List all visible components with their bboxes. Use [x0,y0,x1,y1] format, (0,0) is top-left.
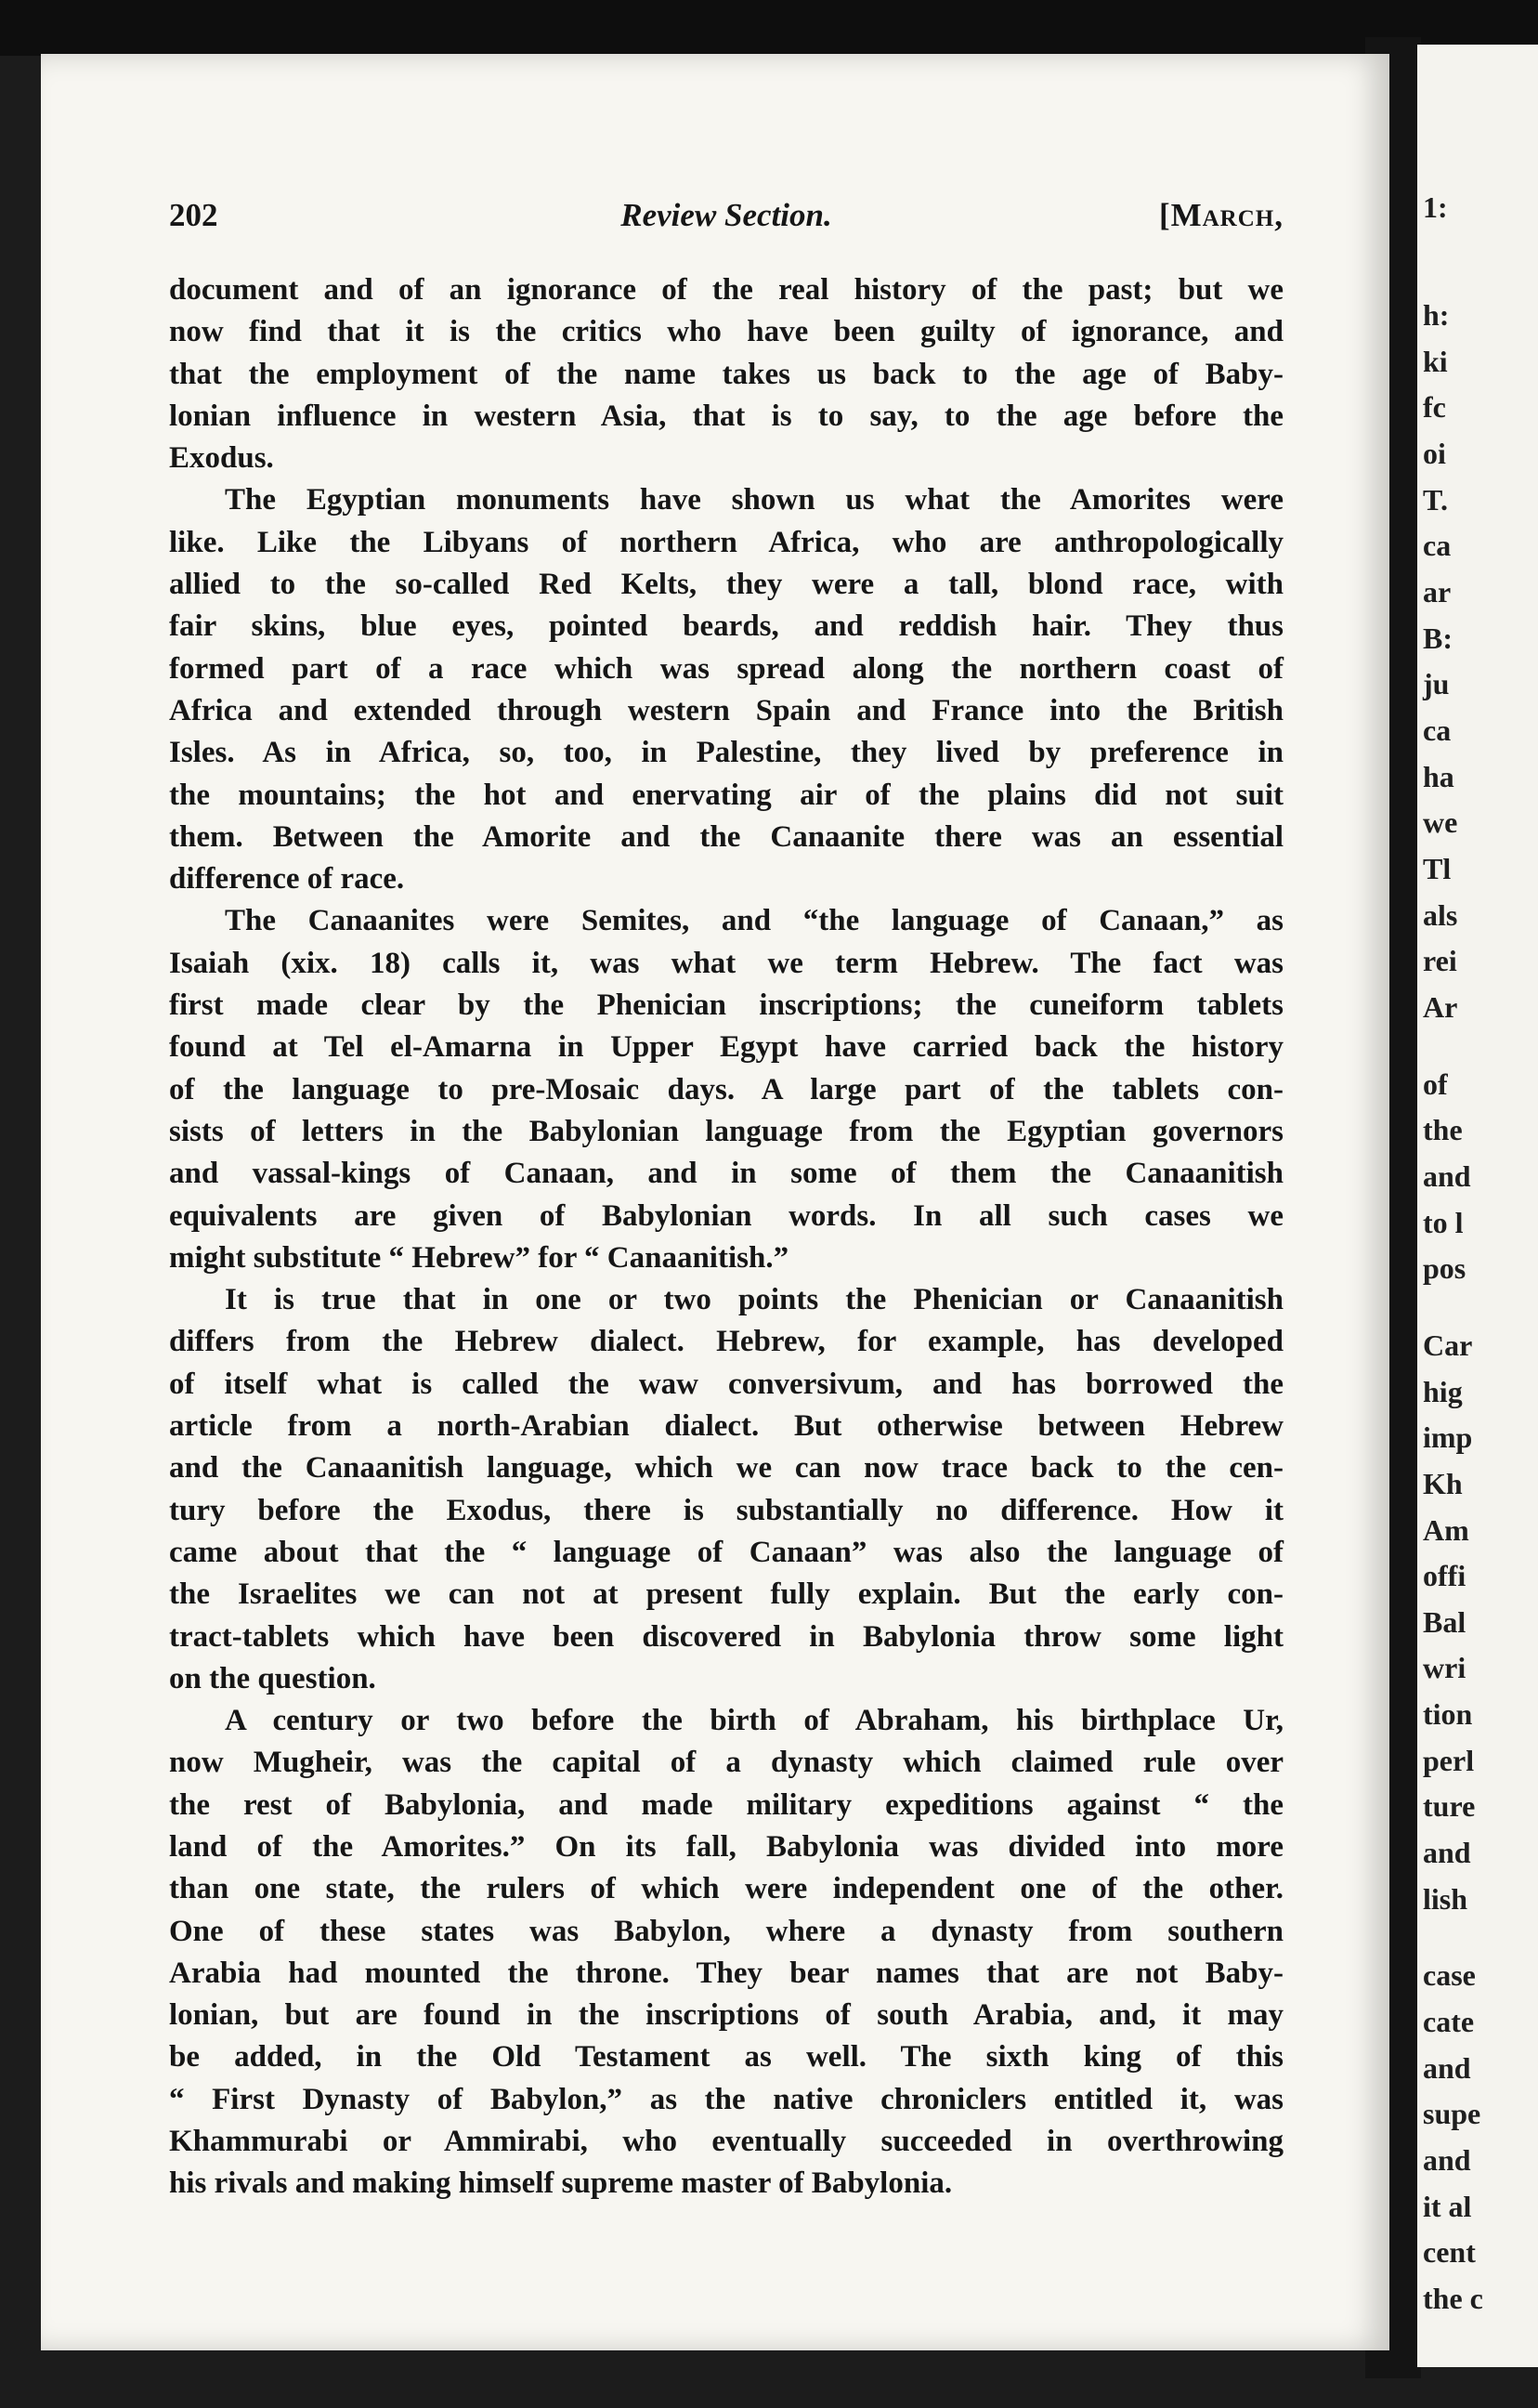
text-line: article from a north-Arabian dialect. But otherwise between Hebrew [169,1409,1284,1444]
facing-page-fragment: to l [1423,1205,1464,1239]
text-line: that the employment of the name takes us back to the age of Baby- [169,357,1284,391]
text-line: found at Tel el-Amarna in Upper Egypt have carried back the history [169,1030,1284,1065]
facing-page-fragment: the c [1423,2282,1483,2316]
facing-page-fragment: Am [1423,1512,1469,1547]
facing-page-fragment: hig [1423,1374,1463,1408]
text-line: allied to the so-called Red Kelts, they were a tall, blond race, with [169,568,1284,602]
facing-page-fragment: ki [1423,344,1448,378]
text-line: now find that it is the critics who have been guilty of ignorance, and [169,315,1284,349]
text-line: Khammurabi or Ammirabi, who eventually succeeded in overthrowing [169,2125,1284,2159]
facing-page-fragment: Ar [1423,989,1458,1024]
text-line: now Mugheir, was the capital of a dynasty which claimed rule over [169,1746,1284,1780]
text-line: land of the Amorites.” On its fall, Babylonia was divided into more [169,1829,1284,1864]
facing-page-fragment: perl [1423,1743,1475,1777]
facing-page-fragment: pos [1423,1251,1466,1286]
facing-page-fragment: and [1423,2143,1471,2178]
text-line: the Israelites we can not at present fully explain. But the early con- [169,1577,1284,1612]
scan-border [0,0,1538,56]
running-head-month: [March, [1158,197,1284,233]
text-line: “ First Dynasty of Babylon,” as the native chroniclers entitled it, was [169,2082,1284,2116]
text-line: Isles. As in Africa, so, too, in Palestine, they lived by preference in [169,736,1284,770]
text-line: lonian, but are found in the inscriptions of south Arabia, and, it may [169,1998,1284,2033]
facing-page-fragment: imp [1423,1420,1473,1455]
facing-page-fragment: we [1423,805,1458,840]
text-line: differs from the Hebrew dialect. Hebrew, for example, has developed [169,1325,1284,1359]
text-line: formed part of a race which was spread along the northern coast of [169,651,1284,686]
facing-page-fragment: fc [1423,390,1446,425]
facing-page-fragment: the [1423,1113,1463,1147]
facing-page-fragment: Kh [1423,1466,1463,1500]
text-line: like. Like the Libyans of northern Africa, who are anthropologically [169,525,1284,559]
facing-page-fragment: ture [1423,1789,1476,1824]
facing-page-fragment: and [1423,1836,1471,1870]
facing-page-fragment: ca [1423,529,1452,563]
text-line: came about that the “ language of Canaan” was also the language of [169,1535,1284,1569]
facing-page-fragment: ju [1423,667,1450,701]
page-number: 202 [169,197,218,233]
text-line: them. Between the Amorite and the Canaanite there was an essential [169,819,1284,854]
facing-page [1417,45,1538,2367]
text-line: and the Canaanitish language, which we can now trace back to the cen- [169,1451,1284,1485]
text-line: equivalents are given of Babylonian words. In all such cases we [169,1198,1284,1233]
text-line: tract-tablets which have been discovered in Babylonia throw some light [169,1619,1284,1654]
facing-page-fragment: lish [1423,1881,1468,1916]
text-line: of itself what is called the waw conversivum, and has borrowed the [169,1367,1284,1401]
facing-page-fragment: and [1423,2050,1471,2085]
text-line: lonian influence in western Asia, that is to say, to the age before the [169,399,1284,433]
text-line: The Egyptian monuments have shown us what the Amorites were [225,483,1284,517]
text-line: Arabia had mounted the throne. They bear names that are not Baby- [169,1956,1284,1990]
text-line: Exodus. [169,441,274,476]
text-line: than one state, the rulers of which were independent one of the other. [169,1872,1284,1906]
facing-page-fragment: Car [1423,1328,1473,1362]
facing-page-fragment: supe [1423,2097,1481,2131]
text-line: A century or two before the birth of Abraham, his birthplace Ur, [225,1704,1284,1738]
text-line: difference of race. [169,862,405,896]
text-line: be added, in the Old Testament as well. The sixth king of this [169,2040,1284,2074]
facing-page-fragment: 1: [1423,190,1448,225]
text-line: fair skins, blue eyes, pointed beards, and reddish hair. They thus [169,609,1284,644]
text-line: of the language to pre-Mosaic days. A large part of the tablets con- [169,1072,1284,1106]
facing-page-fragment: ca [1423,713,1452,747]
text-line: document and of an ignorance of the real history of the past; but we [169,273,1284,307]
facing-page-fragment: ha [1423,759,1454,793]
facing-page-fragment: Tl [1423,851,1452,885]
text-line: might substitute “ Hebrew” for “ Canaanitish.” [169,1240,789,1275]
facing-page-fragment: rei [1423,944,1457,978]
facing-page-fragment: T. [1423,482,1448,517]
facing-page-fragment: tion [1423,1697,1473,1732]
facing-page-fragment: ar [1423,574,1452,609]
text-line: tury before the Exodus, there is substantially no difference. How it [169,1493,1284,1527]
facing-page-fragment: wri [1423,1651,1466,1685]
facing-page-fragment: it al [1423,2189,1472,2223]
facing-page-fragment: offi [1423,1559,1466,1593]
section-title: Review Section. [620,197,832,233]
text-line: The Canaanites were Semites, and “the language of Canaan,” as [225,904,1284,938]
body-text [169,269,1284,2205]
facing-page-fragment: cate [1423,2005,1475,2039]
running-head [169,197,1284,243]
text-line: Isaiah (xix. 18) calls it, was what we term Hebrew. The fact was [169,946,1284,980]
facing-page-fragment: als [1423,897,1458,932]
text-line: One of these states was Babylon, where a dynasty from southern [169,1914,1284,1948]
facing-page-fragment: and [1423,1158,1471,1193]
text-line: sists of letters in the Babylonian language from the Egyptian governors [169,1114,1284,1148]
text-line: It is true that in one or two points the Phenician or Canaanitish [225,1283,1284,1317]
facing-page-fragment: h: [1423,298,1450,333]
text-line: and vassal-kings of Canaan, and in some of them the Canaanitish [169,1157,1284,1191]
facing-page-fragment: cent [1423,2235,1476,2270]
facing-page-fragment: case [1423,1958,1476,1993]
text-line: on the question. [169,1661,376,1695]
text-line: the rest of Babylonia, and made military expeditions against “ the [169,1787,1284,1822]
text-line: Africa and extended through western Spain and France into the British [169,693,1284,727]
facing-page-fragment: of [1423,1067,1448,1101]
facing-page-fragment: Bal [1423,1604,1466,1639]
facing-page-fragment: B: [1423,621,1453,655]
text-line: first made clear by the Phenician inscriptions; the cuneiform tablets [169,988,1284,1023]
facing-page-fragment: oi [1423,437,1446,471]
text-line: his rivals and making himself supreme master of Babylonia. [169,2166,953,2201]
text-line: the mountains; the hot and enervating air of the plains did not suit [169,778,1284,812]
